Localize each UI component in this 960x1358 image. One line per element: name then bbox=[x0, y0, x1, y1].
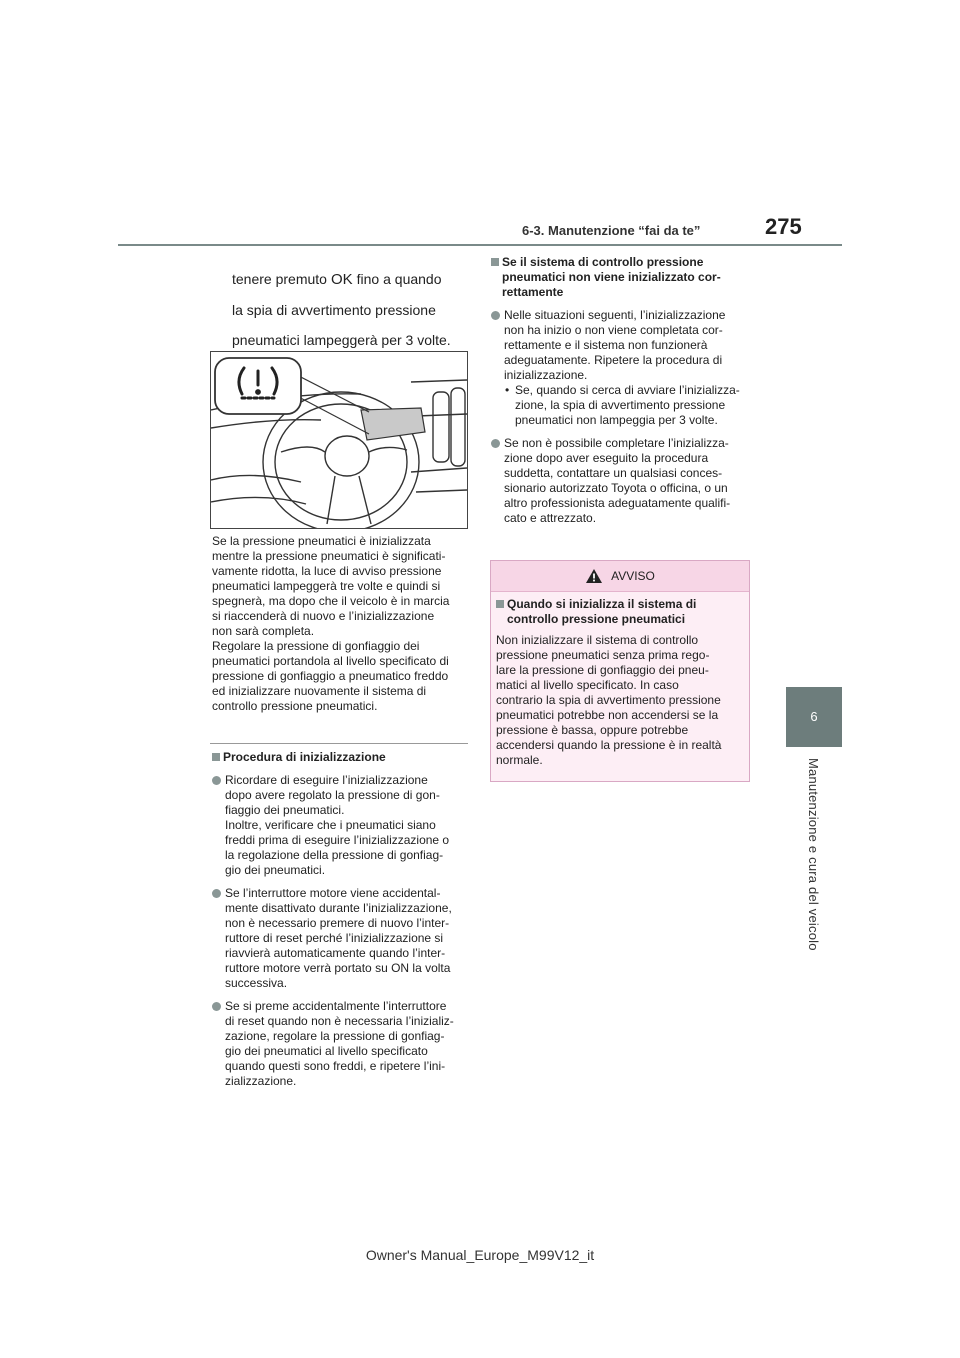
text-line: fiaggio dei pneumatici. bbox=[225, 803, 345, 817]
procedure-section bbox=[212, 750, 470, 1089]
text-line: non sarà completa. bbox=[212, 624, 315, 638]
text-line: pressione è bassa, oppure potrebbe bbox=[496, 723, 689, 737]
text-line: vamente ridotta, la luce di avviso pressione bbox=[212, 564, 442, 578]
text-line: di reset quando non è necessaria l’inizializ- bbox=[225, 1014, 454, 1028]
text-line: Quando si inizializza il sistema di bbox=[507, 597, 697, 611]
intro-line2: la spia di avvertimento pressione bbox=[232, 302, 436, 318]
round-bullet-icon bbox=[212, 776, 221, 785]
text-line: gio dei pneumatici al livello specificato bbox=[225, 1044, 428, 1058]
text-line: zializzazione. bbox=[225, 1074, 297, 1088]
text-line: adeguatamente. Ripetere la procedura di bbox=[504, 353, 723, 367]
square-bullet-icon bbox=[496, 600, 504, 608]
text-line: pneumatici potrebbe non accendersi se la bbox=[496, 708, 719, 722]
text-line: Se, quando si cerca di avviare l’inizializza- bbox=[515, 383, 740, 397]
text-line: pressione pneumatici senza prima rego- bbox=[496, 648, 710, 662]
intro-line1-before: tenere premuto bbox=[232, 271, 327, 287]
text-line: ruttore di reset perché l’inizializzazione si bbox=[225, 931, 444, 945]
text-line: pneumatici non viene inizializzato cor- bbox=[502, 270, 721, 284]
text-line: mentre la pressione pneumatici è significati- bbox=[212, 549, 446, 563]
round-bullet-icon bbox=[491, 311, 500, 320]
text-line: non è necessario premere di nuovo l’inter- bbox=[225, 916, 450, 930]
not-initialized-heading bbox=[491, 255, 749, 300]
text-line: Nelle situazioni seguenti, l’inizializzazione bbox=[504, 308, 726, 322]
text-line: suddetta, contattare un qualsiasi conces- bbox=[504, 466, 723, 480]
text-line: Inoltre, verificare che i pneumatici siano bbox=[225, 818, 436, 832]
list-item bbox=[491, 308, 749, 428]
round-bullet-icon bbox=[212, 1002, 221, 1011]
list-item bbox=[212, 999, 470, 1089]
text-line: controllo pressione pneumatici. bbox=[212, 699, 378, 713]
text-line: spegnerà, ma dopo che il veicolo è in marcia bbox=[212, 594, 450, 608]
warning-heading bbox=[496, 597, 743, 627]
warning-triangle-icon bbox=[585, 568, 603, 584]
list-item bbox=[212, 886, 470, 991]
procedure-bullets bbox=[212, 773, 470, 1089]
text-line: pneumatici non lampeggia per 3 volte. bbox=[515, 413, 718, 427]
section-divider bbox=[210, 743, 468, 744]
footer-text: Owner's Manual_Europe_M99V12_it bbox=[365, 1247, 595, 1263]
text-line: Regolare la pressione di gonfiaggio dei bbox=[212, 639, 420, 653]
text-line: Se il sistema di controllo pressione bbox=[502, 255, 704, 269]
round-bullet-icon bbox=[491, 439, 500, 448]
text-line: si riaccenderà di nuovo e l’inizializzazione bbox=[212, 609, 435, 623]
page-number: 275 bbox=[765, 214, 802, 239]
text-line: sionario autorizzato Toyota o officina, o un bbox=[504, 481, 728, 495]
text-line: altro professionista adeguatamente qualifi- bbox=[504, 496, 731, 510]
text-line: zazione, regolare la pressione di gonfiag- bbox=[225, 1029, 445, 1043]
text-line: riavvierà automaticamente quando l’inter- bbox=[225, 946, 446, 960]
procedure-heading: Procedura di inizializzazione bbox=[212, 750, 470, 765]
square-bullet-icon bbox=[491, 258, 499, 266]
list-item bbox=[212, 773, 470, 878]
list-item bbox=[491, 436, 749, 526]
warning-body bbox=[491, 592, 749, 768]
intro-line3: pneumatici lampeggerà per 3 volte. bbox=[232, 332, 451, 348]
warning-header bbox=[491, 561, 749, 592]
text-line: accendersi quando la pressione è in realtà bbox=[496, 738, 722, 752]
dashboard-drawing bbox=[211, 352, 467, 528]
chapter-label: Manutenzione e cura del veicolo bbox=[806, 758, 821, 951]
text-line: gio dei pneumatici. bbox=[225, 863, 326, 877]
text-line: Non inizializzare il sistema di controllo bbox=[496, 633, 699, 647]
text-line: dopo avere regolato la pressione di gon- bbox=[225, 788, 440, 802]
text-line: normale. bbox=[496, 753, 543, 767]
text-line: rettamente e il sistema non funzionerà bbox=[504, 338, 708, 352]
sub-list-item bbox=[504, 383, 749, 428]
text-line: mente disattivato durante l’inizializzazione, bbox=[225, 901, 452, 915]
text-line: zione dopo aver eseguito la procedura bbox=[504, 451, 709, 465]
ok-button-symbol: OK bbox=[330, 271, 353, 288]
text-line: Se non è possibile completare l’inizializza- bbox=[504, 436, 729, 450]
header-rule bbox=[118, 244, 842, 246]
text-line: non ha inizio o non viene completata cor- bbox=[504, 323, 723, 337]
text-line: rettamente bbox=[502, 285, 564, 299]
text-line: pneumatici portandola al livello specificato di bbox=[212, 654, 449, 668]
text-line: freddi prima di eseguire l’inizializzazione o bbox=[225, 833, 450, 847]
text-line: pressione di gonfiaggio a pneumatico freddo bbox=[212, 669, 449, 683]
text-line: pneumatici lampeggerà tre volte e quindi si bbox=[212, 579, 441, 593]
text-line: la regolazione della pressione di gonfiag- bbox=[225, 848, 444, 862]
text-line: Se la pressione pneumatici è inizializzata bbox=[212, 534, 431, 548]
text-line: lare la pressione di gonfiaggio dei pneu- bbox=[496, 663, 709, 677]
text-line: cato e attrezzato. bbox=[504, 511, 597, 525]
section-title: 6-3. Manutenzione “fai da te” bbox=[522, 223, 701, 238]
text-line: matici al livello specificato. In caso bbox=[496, 678, 679, 692]
sub-bullet-marker: • bbox=[505, 383, 510, 397]
text-line: zione, la spia di avvertimento pressione bbox=[515, 398, 726, 412]
chapter-tab[interactable]: 6 bbox=[786, 687, 842, 747]
text-line: Se si preme accidentalmente l’interruttore bbox=[225, 999, 447, 1013]
illustration-caption bbox=[212, 534, 470, 714]
text-line: successiva. bbox=[225, 976, 288, 990]
text-line: inizializzazione. bbox=[504, 368, 588, 382]
text-line: controllo pressione pneumatici bbox=[507, 612, 686, 626]
intro-text bbox=[232, 266, 482, 357]
text-line: ruttore motore verrà portato su ON la volta bbox=[225, 961, 451, 975]
text-line: ed inizializzare nuovamente il sistema di bbox=[212, 684, 427, 698]
square-bullet-icon bbox=[212, 753, 220, 761]
warning-text bbox=[496, 633, 743, 768]
warning-title: AVVISO bbox=[611, 568, 655, 583]
not-initialized-section bbox=[491, 255, 749, 526]
warning-box bbox=[490, 560, 750, 782]
text-line: Se l’interruttore motore viene accidental- bbox=[225, 886, 441, 900]
text-line: contrario la spia di avvertimento pressione bbox=[496, 693, 721, 707]
text-line: quando questi sono freddi, e ripetere l’ini- bbox=[225, 1059, 446, 1073]
round-bullet-icon bbox=[212, 889, 221, 898]
dashboard-illustration bbox=[210, 351, 468, 529]
text-line: Ricordare di eseguire l’inizializzazione bbox=[225, 773, 428, 787]
intro-line1-after: fino a quando bbox=[356, 271, 442, 287]
